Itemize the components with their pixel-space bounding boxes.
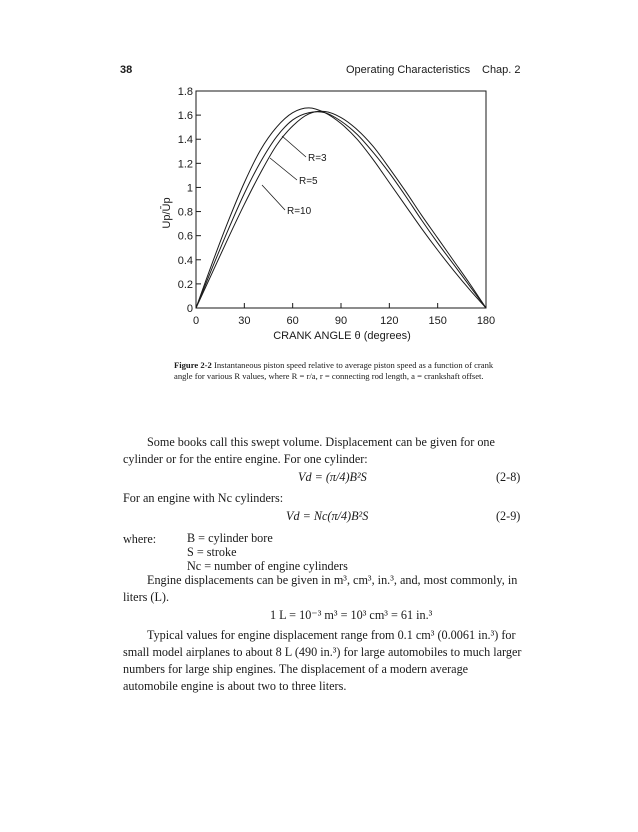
- page-number: 38: [120, 64, 133, 76]
- text-for-engine: For an engine with Nc cylinders:: [123, 491, 284, 505]
- definition-bore: B = cylinder bore: [187, 531, 273, 545]
- y-tick-label: 0.8: [177, 206, 193, 219]
- x-tick-label: 150: [428, 315, 447, 327]
- paragraph-typical-values: Typical values for engine displacement range from 0.1 cm³ (0.0061 in.³) for small model airplanes to about 8 L (490 in.³) for large automobiles to much larger numbers for large ship engines. The displacement of a modern average automobile engine is about two to three liters.: [123, 628, 522, 693]
- y-tick-label: 1.8: [177, 86, 193, 98]
- figure-caption: [174, 360, 494, 382]
- paragraph-swept-volume: Some books call this swept volume. Displacement can be given for one cylinder or for the entire engine. For one cylinder:: [123, 435, 495, 466]
- series-line-r-10: [196, 111, 486, 308]
- equation-2-9: Vd = Nc(π/4)B²S: [286, 509, 369, 523]
- definition-stroke: S = stroke: [187, 545, 237, 559]
- variable-definitions: [187, 531, 348, 573]
- y-tick-label: 1.2: [177, 158, 193, 171]
- y-tick-label: 0.2: [177, 278, 193, 291]
- x-tick-label: 180: [476, 315, 496, 327]
- annotation-leader: [282, 136, 306, 157]
- equation-2-8: Vd = (π/4)B²S: [298, 470, 367, 484]
- annotation-leader: [262, 185, 285, 210]
- y-tick-label: 1.4: [177, 134, 193, 147]
- equation-number-2-8: (2-8): [496, 470, 521, 484]
- where-label: where:: [123, 532, 157, 546]
- y-tick-label: 1: [186, 182, 193, 195]
- y-tick-label: 0.6: [177, 230, 193, 243]
- y-tick-label: 1.6: [177, 110, 193, 123]
- chapter-label: Chap. 2: [482, 64, 521, 76]
- series-annotations: [262, 136, 327, 217]
- series-label: R=3: [308, 153, 327, 164]
- x-axis-ticks: [193, 303, 495, 327]
- x-tick-label: 30: [238, 315, 251, 327]
- x-axis-label: CRANK ANGLE θ (degrees): [273, 330, 411, 342]
- figure-caption-text: Instantaneous piston speed relative to average piston speed as a function of crank angle for various R values, where R = r/a, r = connecting rod length, a = crankshaft offset.: [174, 360, 494, 381]
- y-axis-label: Up/Ūp: [161, 197, 173, 229]
- x-tick-label: 0: [192, 315, 200, 327]
- series-label: R=5: [299, 176, 318, 187]
- series-lines: [196, 108, 486, 308]
- x-tick-label: 120: [380, 315, 399, 327]
- y-tick-label: 0.4: [177, 254, 193, 267]
- series-line-r-3: [196, 108, 486, 308]
- x-tick-label: 60: [286, 315, 299, 327]
- y-axis-ticks: [178, 86, 201, 315]
- series-label: R=10: [287, 206, 312, 217]
- piston-speed-chart: [0, 0, 638, 360]
- annotation-leader: [270, 158, 297, 180]
- equation-number-2-9: (2-9): [496, 509, 521, 523]
- x-tick-label: 90: [334, 315, 348, 327]
- definition-cylinders: Nc = number of engine cylinders: [187, 559, 348, 573]
- paragraph-displacement-units: Engine displacements can be given in m³, cm³, in.³, and, most commonly, in liters (L).: [123, 573, 518, 604]
- y-tick-label: 0: [186, 303, 193, 315]
- running-head: Operating Characteristics: [346, 64, 471, 76]
- series-line-r-5: [196, 112, 486, 308]
- unit-conversion-equation: 1 L = 10⁻³ m³ = 10³ cm³ = 61 in.³: [270, 608, 433, 622]
- figure-label: Figure 2-2: [174, 360, 212, 370]
